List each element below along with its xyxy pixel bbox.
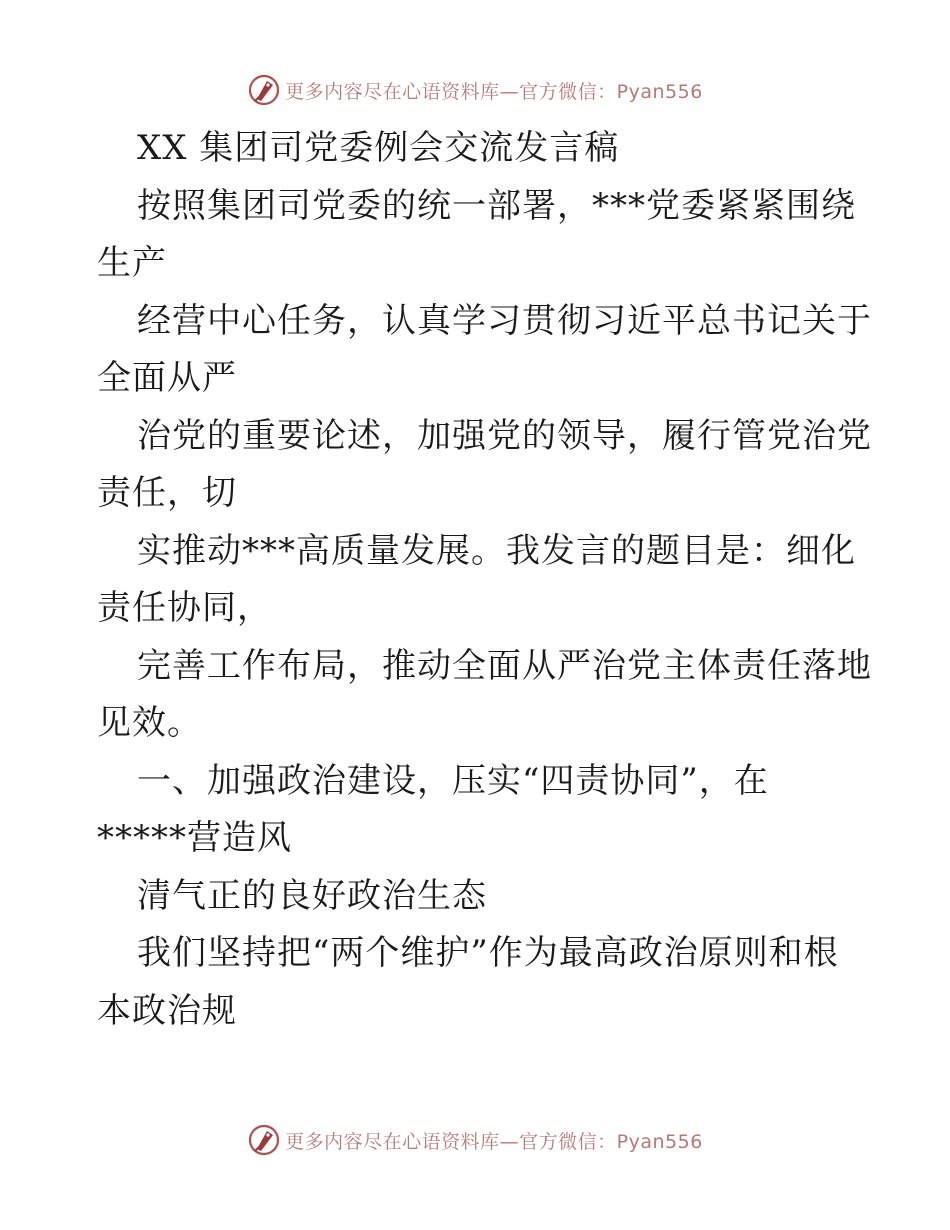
document-line: *****营造风: [97, 818, 292, 858]
document-line: 清气正的良好政治生态: [137, 875, 487, 916]
document-line: 见效。: [97, 703, 202, 743]
watermark-text: 更多内容尽在心语资料库—官方微信：Pyan556: [285, 80, 703, 103]
document-line: 全面从严: [97, 358, 237, 398]
watermark-banner-top: [0, 70, 950, 110]
document-line: XX 集团司党委例会交流发言稿: [137, 128, 620, 168]
pen-nib-circle-icon: [247, 1123, 281, 1157]
document-line: 我们坚持把“两个维护”作为最高政治原则和根: [137, 933, 839, 973]
document-line: 本政治规: [97, 990, 237, 1031]
pen-nib-circle-icon: [247, 73, 281, 107]
document-line: 生产: [97, 243, 167, 283]
document-line: 实推动***高质量发展。我发言的题目是：细化: [137, 530, 856, 571]
watermark-banner-bottom: [0, 1120, 950, 1160]
document-line: 责任协同，: [97, 588, 272, 628]
document-line: 经营中心任务，认真学习贯彻习近平总书记关于: [137, 300, 872, 341]
document-line: 完善工作布局，推动全面从严治党主体责任落地: [137, 645, 872, 686]
watermark-text: 更多内容尽在心语资料库—官方微信：Pyan556: [285, 1130, 703, 1153]
document-line: 按照集团司党委的统一部署，***党委紧紧围绕: [137, 185, 856, 226]
document-line: 责任，切: [97, 473, 237, 513]
document-line: 一、加强政治建设，压实“四责协同”，在: [137, 760, 769, 801]
document-body: [97, 120, 872, 1040]
document-line: 治党的重要论述，加强党的领导，履行管党治党: [137, 415, 872, 456]
